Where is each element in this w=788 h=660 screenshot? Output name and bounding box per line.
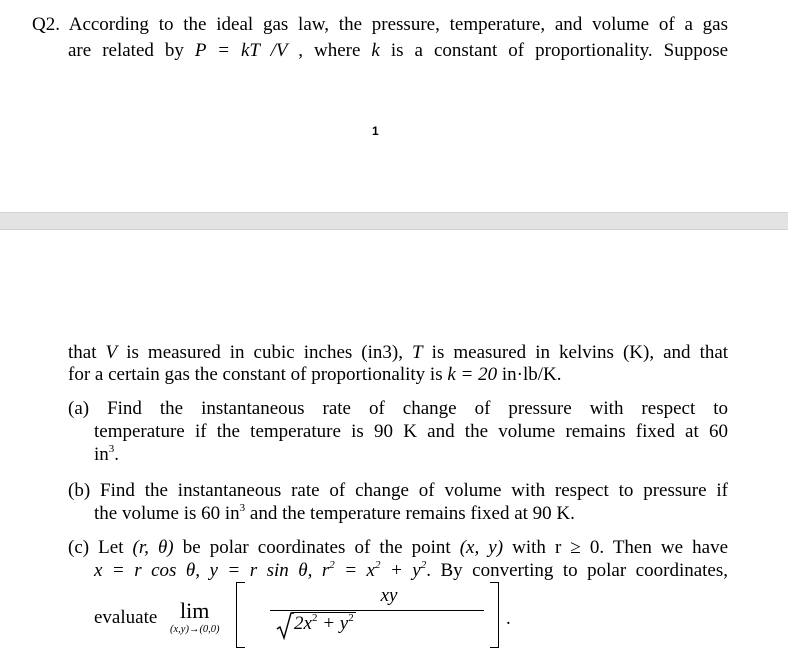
- page-separator: [0, 212, 788, 230]
- part-b-label: (b): [68, 480, 91, 501]
- lim-subscript: (x,y)→(0,0): [170, 624, 220, 635]
- fraction: [252, 584, 496, 608]
- part-a-label: (a): [68, 398, 90, 419]
- right-bracket: [490, 582, 499, 648]
- intro-text-1: According to the ideal gas law, the pressure, temperature, and volume of a gas: [68, 14, 728, 35]
- question-intro-line-1: [32, 14, 728, 36]
- page-number: 1: [372, 124, 379, 138]
- part-c-label: (c): [68, 537, 90, 558]
- part-b-line-1: (b) Find the instantaneous rate of change of volume with respect to pressure if: [68, 480, 728, 501]
- part-b-line-2: the volume is 60 $in^3$ and the temperature remains fixed at 90 K.: [94, 502, 575, 524]
- fraction-numerator: xy: [380, 585, 398, 606]
- question-intro-line-2: are related by P = kT /V , where k is a constant of proportionality. Suppose: [68, 40, 729, 61]
- left-bracket: [236, 582, 245, 648]
- square-root: [276, 610, 356, 638]
- lim-operator: lim: [180, 598, 210, 623]
- part-a-line-2: temperature if the temperature is 90 K and the volume remains fixed at 60: [94, 421, 728, 442]
- part-c-line-2: x = r cos θ, y = r sin θ, $r^2 = x^2 + y^2$. By converting to polar coordinates,: [94, 559, 729, 581]
- continuation-line-2: for a certain gas the constant of proportionality is k = 20 in·lb/K.: [68, 364, 562, 385]
- evaluate-label: evaluate: [94, 607, 158, 628]
- part-a-line-1: (a) Find the instantaneous rate of change of pressure with respect to: [68, 398, 728, 419]
- part-a-line-3: $in^3$.: [94, 443, 120, 465]
- end-period: .: [506, 608, 511, 629]
- k-value: k = 20: [447, 364, 498, 385]
- radical-sign-icon: [276, 612, 294, 640]
- radicand: $2x^2 + y^2$: [294, 612, 354, 634]
- question-number: Q2.: [32, 14, 60, 35]
- ideal-gas-formula: P = kT /V ,: [194, 40, 303, 61]
- part-c-line-1: (c) Let (r, θ) be polar coordinates of the point (x, y) with r ≥ 0. Then we have: [68, 537, 729, 558]
- fraction-denominator: [276, 610, 356, 638]
- continuation-line-1: that V is measured in cubic inches (in3), T is measured in kelvins (K), and that: [68, 342, 729, 363]
